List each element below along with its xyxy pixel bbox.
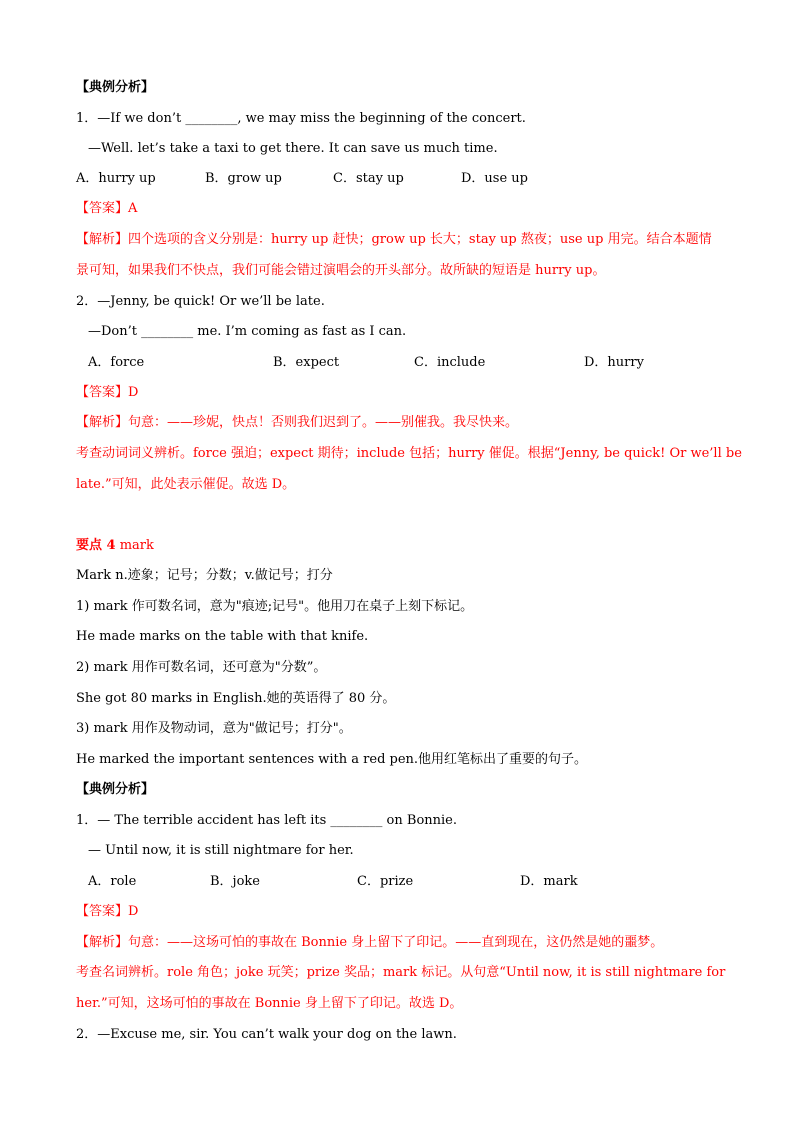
analysis-line: 【解析】句意：——珍妮，快点！否则我们迟到了。——别催我。我尽快来。 xyxy=(76,415,519,430)
analysis-line: her.”可知，这场可怕的事故在 Bonnie 身上留下了印记。故选 D。 xyxy=(76,996,463,1011)
option-c: C．include xyxy=(414,355,486,370)
answer: 【答案】A xyxy=(76,201,138,216)
option-a: A．role xyxy=(88,874,137,889)
question-stem: 2．—Excuse me, sir. You can’t walk your dog on the lawn. xyxy=(76,1027,457,1042)
point-title-word: mark xyxy=(115,538,154,553)
option-c: C．stay up xyxy=(333,171,404,186)
option-c: C．prize xyxy=(357,874,414,889)
usage-item: 1) mark 作可数名词，意为"痕迹;记号"。他用刀在桌子上刻下标记。 xyxy=(76,599,474,614)
example-sentence: She got 80 marks in English.她的英语得了 80 分。 xyxy=(76,691,396,706)
point-title xyxy=(76,537,154,555)
usage-item: 2) mark 用作可数名词，还可意为"分数”。 xyxy=(76,660,327,675)
question-reply: — Until now, it is still nightmare for her. xyxy=(88,843,354,858)
option-b: B．grow up xyxy=(205,171,282,186)
definition: Mark n.迹象；记号；分数；v.做记号；打分 xyxy=(76,568,333,583)
option-b: B．expect xyxy=(273,355,340,370)
option-b: B．joke xyxy=(210,874,260,889)
example-sentence: He made marks on the table with that knife. xyxy=(76,629,369,644)
answer: 【答案】D xyxy=(76,904,139,919)
option-a: A．hurry up xyxy=(76,171,156,186)
option-d: D．use up xyxy=(461,171,528,186)
analysis-line: 考查名词辨析。role 角色；joke 玩笑；prize 奖品；mark 标记。从句意“Until now, it is still nightmare for xyxy=(76,965,726,980)
option-a: A．force xyxy=(88,355,145,370)
analysis-line: 景可知，如果我们不快点，我们可能会错过演唱会的开头部分。故所缺的短语是 hurry up。 xyxy=(76,263,606,278)
option-d: D．mark xyxy=(520,874,578,889)
question-stem: 2．—Jenny, be quick! Or we’ll be late. xyxy=(76,294,325,309)
question-reply: —Well. let’s take a taxi to get there. It can save us much time. xyxy=(88,141,498,156)
question-stem: 1．—If we don’t ________, we may miss the beginning of the concert. xyxy=(76,111,526,126)
question-stem: 1．— The terrible accident has left its ________ on Bonnie. xyxy=(76,813,457,828)
analysis-line: 【解析】句意：——这场可怕的事故在 Bonnie 身上留下了印记。——直到现在，这仍然是她的噩梦。 xyxy=(76,935,664,950)
question-reply: —Don’t ________ me. I’m coming as fast as I can. xyxy=(88,324,407,339)
analysis-line: late.”可知，此处表示催促。故选 D。 xyxy=(76,477,296,492)
example-sentence: He marked the important sentences with a red pen.他用红笔标出了重要的句子。 xyxy=(76,752,588,767)
analysis-line: 【解析】四个选项的含义分别是：hurry up 赶快；grow up 长大；stay up 熬夜；use up 用完。结合本题情 xyxy=(76,232,712,247)
option-d: D．hurry xyxy=(584,355,644,370)
answer: 【答案】D xyxy=(76,385,139,400)
point-title-label: 要点 4 xyxy=(76,538,116,553)
usage-item: 3) mark 用作及物动词，意为"做记号；打分"。 xyxy=(76,721,352,736)
section-header: 【典例分析】 xyxy=(76,80,155,95)
section-header: 【典例分析】 xyxy=(76,782,155,797)
analysis-line: 考查动词词义辨析。force 强迫；expect 期待；include 包括；hurry 催促。根据“Jenny, be quick! Or we’ll be xyxy=(76,446,742,461)
